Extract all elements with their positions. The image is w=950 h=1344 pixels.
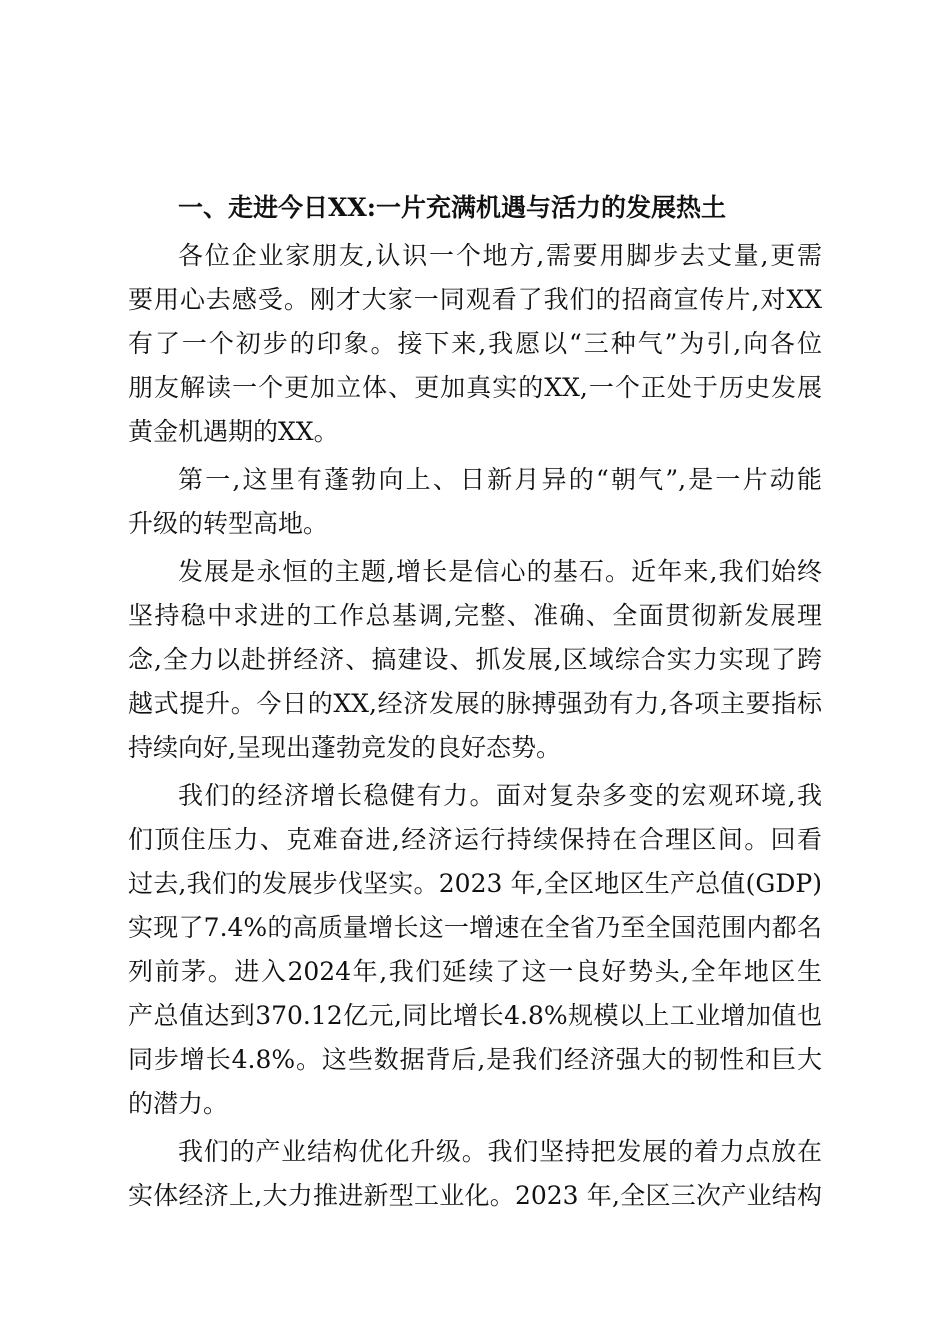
text-line: 越式提升。今日的XX,经济发展的脉搏强劲有力,各项主要指标 (128, 689, 822, 718)
text-line: 过去,我们的发展步伐坚实。2023 年,全区地区生产总值(GDP) (128, 869, 822, 898)
heading-text: 一、走进今日XX:一片充满机遇与活力的发展热土 (178, 193, 727, 222)
text-line: 坚持稳中求进的工作总基调,完整、准确、全面贯彻新发展理 (128, 601, 822, 630)
text-line: 我们的产业结构优化升级。我们坚持把发展的着力点放在 (178, 1137, 822, 1166)
text-line: 各位企业家朋友,认识一个地方,需要用脚步去丈量,更需 (178, 241, 822, 270)
text-line: 我们的经济增长稳健有力。面对复杂多变的宏观环境,我 (178, 781, 822, 810)
text-line: 要用心去感受。刚才大家一同观看了我们的招商宣传片,对XX (128, 285, 822, 314)
text-line: 第一,这里有蓬勃向上、日新月异的“朝气”,是一片动能 (178, 465, 822, 494)
paragraph (128, 774, 822, 1126)
section-heading (128, 186, 822, 230)
paragraph (128, 550, 822, 770)
text-line: 们顶住压力、克难奋进,经济运行持续保持在合理区间。回看 (128, 825, 822, 854)
text-line: 黄金机遇期的XX。 (128, 417, 339, 446)
text-line: 有了一个初步的印象。接下来,我愿以“三种气”为引,向各位 (128, 329, 822, 358)
paragraph (128, 1130, 822, 1218)
text-line: 的潜力。 (128, 1089, 229, 1118)
document-body (128, 186, 822, 1222)
text-line: 朋友解读一个更加立体、更加真实的XX,一个正处于历史发展 (128, 373, 822, 402)
text-line: 同步增长4.8%。这些数据背后,是我们经济强大的韧性和巨大 (128, 1045, 822, 1074)
text-line: 列前茅。进入2024年,我们延续了这一良好势头,全年地区生 (128, 957, 822, 986)
text-line: 念,全力以赴拼经济、搞建设、抓发展,区域综合实力实现了跨 (128, 645, 822, 674)
text-line: 产总值达到370.12亿元,同比增长4.8%规模以上工业增加值也 (128, 1001, 822, 1030)
text-line: 实体经济上,大力推进新型工业化。2023 年,全区三次产业结构 (128, 1181, 822, 1210)
text-line: 升级的转型高地。 (128, 509, 329, 538)
paragraph (128, 234, 822, 454)
text-line: 持续向好,呈现出蓬勃竞发的良好态势。 (128, 733, 561, 762)
text-line: 实现了7.4%的高质量增长这一增速在全省乃至全国范围内都名 (128, 913, 822, 942)
paragraph (128, 458, 822, 546)
text-line: 发展是永恒的主题,增长是信心的基石。近年来,我们始终 (178, 557, 822, 586)
